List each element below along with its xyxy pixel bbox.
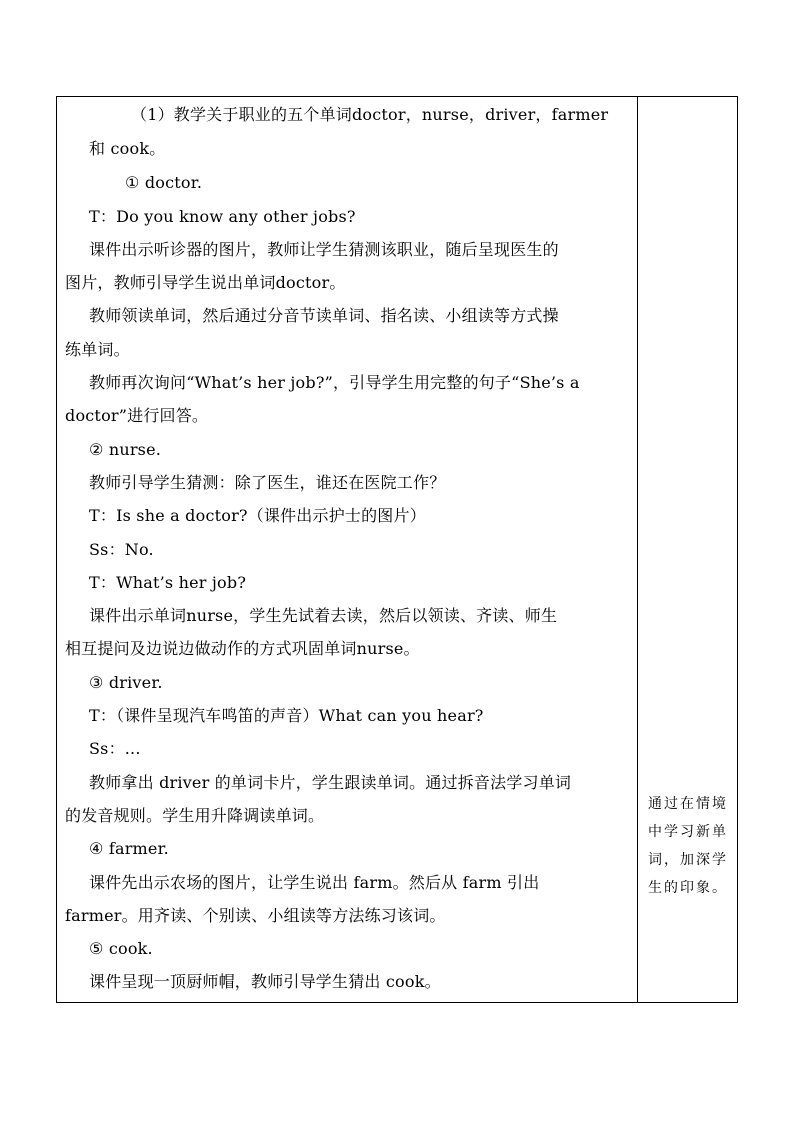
text-line: ① doctor. [125, 173, 203, 192]
text-line: 教师拿出 driver 的单词卡片，学生跟读单词。通过拆音法学习单词 [89, 773, 572, 792]
text-line: 课件出示听诊器的图片，教师让学生猜测该职业，随后呈现医生的 [89, 240, 559, 259]
text-line: 和 cook。 [89, 139, 166, 158]
design-intent-cell [638, 97, 737, 1002]
text-line: 的发音规则。学生用升降调读单词。 [65, 806, 325, 825]
text-line: 练单词。 [65, 340, 130, 359]
text-line: 图片，教师引导学生说出单词doctor。 [65, 273, 346, 292]
text-line: 课件出示单词nurse，学生先试着去读，然后以领读、齐读、师生 [89, 606, 558, 625]
text-line: Ss：... [89, 739, 141, 758]
note-line: 词，加深学 [648, 852, 728, 868]
text-line: T：（课件呈现汽车鸣笛的声音）What can you hear? [89, 706, 484, 725]
text-line: 教师领读单词，然后通过分音节读单词、指名读、小组读等方式操 [89, 306, 559, 325]
text-line: 课件先出示农场的图片，让学生说出 farm。然后从 farm 引出 [89, 873, 540, 892]
text-line: ④ farmer. [89, 839, 169, 858]
text-line: 教师再次询问“What’s her job?”，引导学生用完整的句子“She’s a [89, 373, 580, 392]
text-line: 课件呈现一顶厨师帽，教师引导学生猜出 cook。 [89, 972, 441, 991]
text-line: 教师引导学生猜测：除了医生，谁还在医院工作？ [89, 473, 446, 492]
text-line: ③ driver. [89, 673, 163, 692]
note-line: 中学习新单 [648, 824, 728, 840]
text-line: 相互提问及边说边做动作的方式巩固单词nurse。 [65, 639, 420, 658]
text-line: Ss：No. [89, 540, 154, 559]
text-line: doctor”进行回答。 [65, 406, 209, 425]
text-line: T：What’s her job? [89, 573, 247, 592]
text-line: ② nurse. [89, 440, 162, 459]
lesson-table [56, 96, 738, 1003]
text-line: ⑤ cook. [89, 939, 153, 958]
note-line: 生的印象。 [648, 880, 728, 896]
text-line: T：Do you know any other jobs? [89, 207, 356, 226]
text-line: farmer。用齐读、个别读、小组读等方法练习该词。 [65, 906, 446, 925]
text-line: T：Is she a doctor?（课件出示护士的图片） [89, 506, 426, 525]
text-line: （1）教学关于职业的五个单词doctor，nurse，driver，farmer [131, 105, 609, 124]
note-line: 通过在情境 [648, 796, 728, 812]
teaching-process-cell [57, 97, 637, 1002]
